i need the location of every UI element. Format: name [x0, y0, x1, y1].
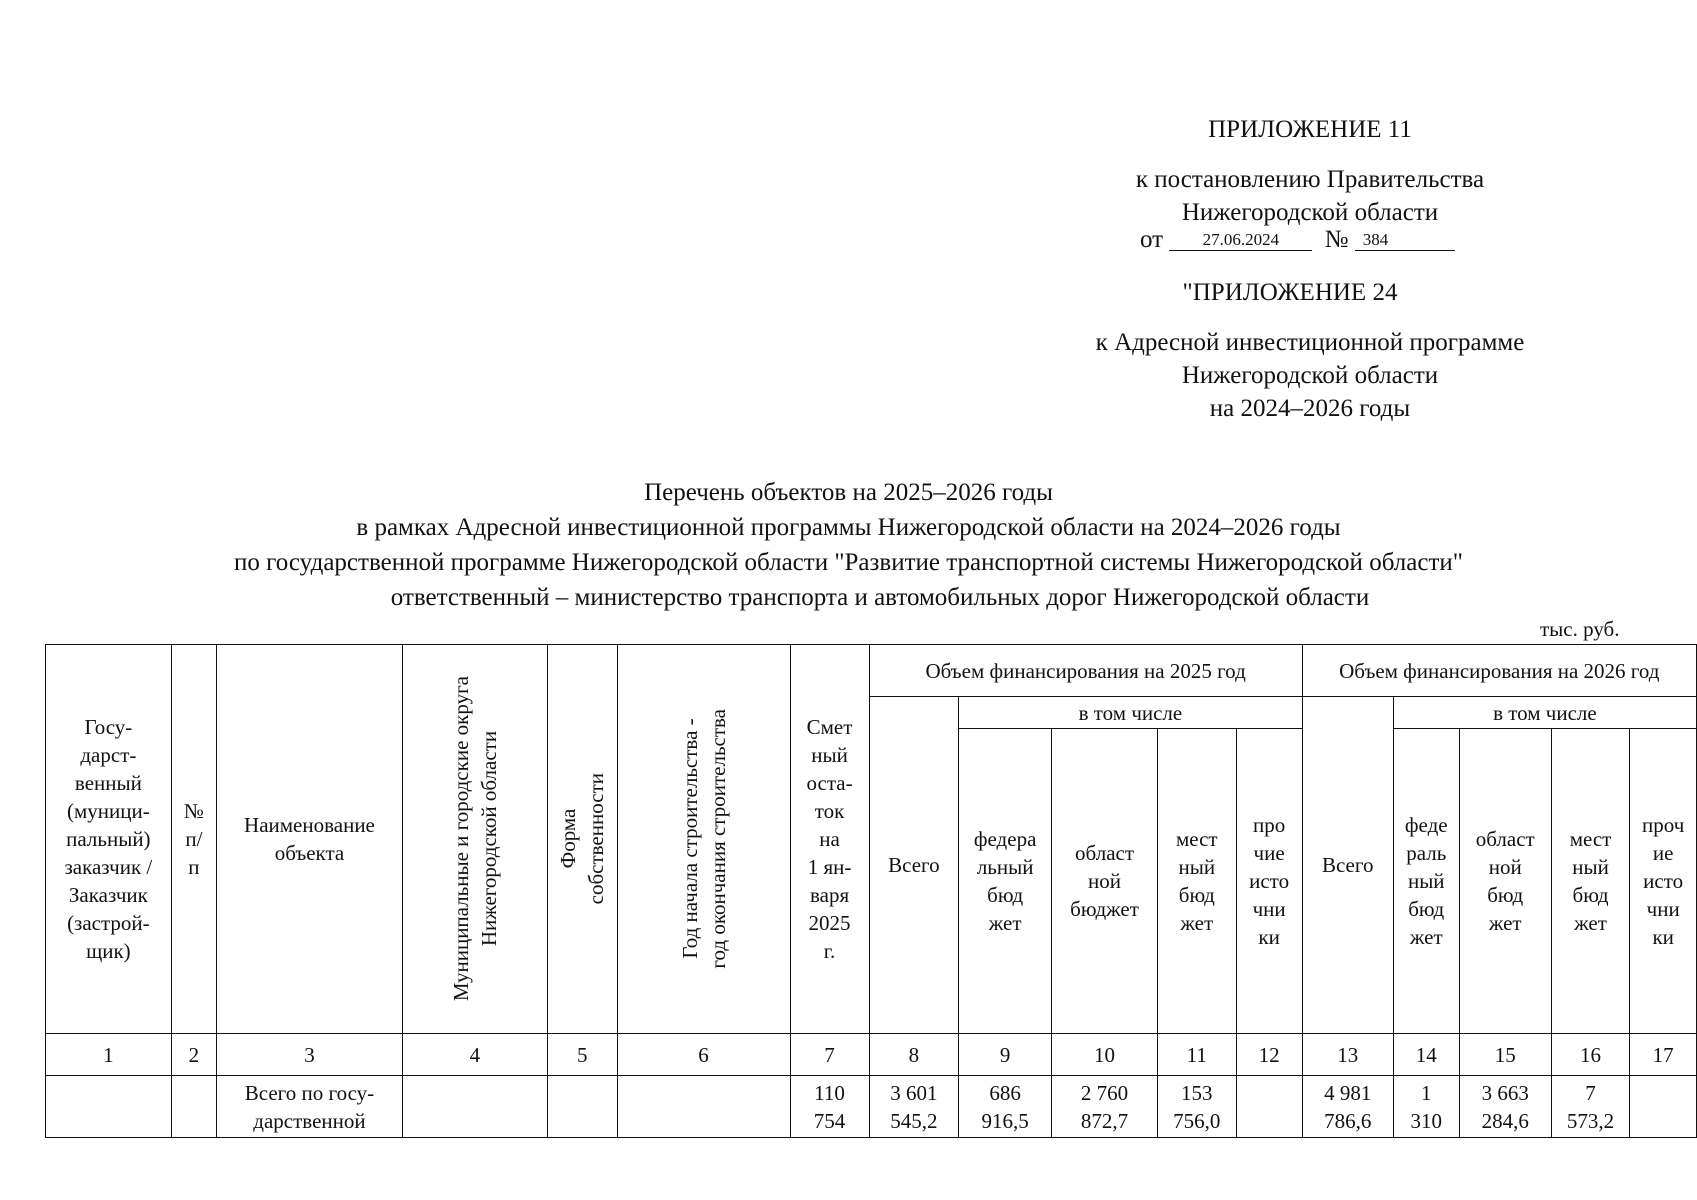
col-construction-years-header: Год начала строительства - год окончания строительства	[617, 645, 790, 1034]
column-number: 12	[1236, 1034, 1302, 1076]
cell-local-2025: 153 756,0	[1158, 1076, 1237, 1138]
table-row	[46, 1076, 1697, 1138]
cell-other-2026	[1630, 1076, 1697, 1138]
column-number: 11	[1158, 1034, 1237, 1076]
table-header-row-1	[46, 645, 1697, 697]
regional-budget-2026-header: област ной бюд жет	[1459, 729, 1551, 1034]
total-2025-header: Всего	[869, 697, 959, 1034]
decree-date: 27.06.2024	[1169, 230, 1312, 251]
col-municipal-districts-header: Муниципальные и городские округа Нижегородской области	[402, 645, 547, 1034]
column-numbers-row	[46, 1034, 1697, 1076]
col-estimated-balance-header: Смет ный оста- ток на 1 ян- варя 2025 г.	[790, 645, 869, 1034]
document-title-line-3: по государственной программе Нижегородской области "Развитие транспортной системы Нижегородской области"	[234, 549, 1463, 576]
federal-budget-2025-header: федера льный бюд жет	[959, 729, 1052, 1034]
cell-estimated-balance: 110 754	[790, 1076, 869, 1138]
col-ownership-form-header: Форма собственности	[547, 645, 617, 1034]
column-number: 5	[547, 1034, 617, 1076]
from-label: от	[1140, 226, 1164, 253]
cell-total-2025: 3 601 545,2	[869, 1076, 959, 1138]
cell-index	[171, 1076, 216, 1138]
local-budget-2025-header: мест ный бюд жет	[1158, 729, 1237, 1034]
column-number: 15	[1459, 1034, 1551, 1076]
cell-regional-2025: 2 760 872,7	[1052, 1076, 1158, 1138]
column-number: 14	[1393, 1034, 1459, 1076]
decree-line-2: Нижегородской области	[1181, 199, 1439, 226]
cell-municipal-district	[402, 1076, 547, 1138]
cell-regional-2026: 3 663 284,6	[1459, 1076, 1551, 1138]
local-budget-2026-header: мест ный бюд жет	[1551, 729, 1630, 1034]
cell-construction-years	[617, 1076, 790, 1138]
cell-federal-2026: 1 310	[1393, 1076, 1459, 1138]
objects-table	[45, 644, 1697, 1138]
program-line-3: на 2024–2026 годы	[1209, 395, 1411, 422]
units-label: тыс. руб.	[1540, 617, 1620, 641]
other-sources-2026-header: проч ие исто чни ки	[1630, 729, 1697, 1034]
cell-local-2026: 7 573,2	[1551, 1076, 1630, 1138]
total-2026-header: Всего	[1302, 697, 1393, 1034]
cell-ownership-form	[547, 1076, 617, 1138]
column-number: 6	[617, 1034, 790, 1076]
number-label: №	[1324, 226, 1349, 253]
decree-line-1: к постановлению Правительства	[1135, 166, 1485, 193]
other-sources-2025-header: про чие исто чни ки	[1236, 729, 1302, 1034]
column-number: 4	[402, 1034, 547, 1076]
decree-number: 384	[1355, 230, 1455, 251]
regional-budget-2025-header: област ной бюджет	[1052, 729, 1158, 1034]
federal-budget-2026-header: феде раль ный бюд жет	[1393, 729, 1459, 1034]
column-number: 8	[869, 1034, 959, 1076]
document-title-line-2: в рамках Адресной инвестиционной программы Нижегородской области на 2024–2026 годы	[356, 514, 1341, 541]
including-2026-header: в том числе	[1393, 697, 1696, 729]
cell-other-2025	[1236, 1076, 1302, 1138]
col-object-name-header: Наименование объекта	[217, 645, 403, 1034]
cell-total-2026: 4 981 786,6	[1302, 1076, 1393, 1138]
column-number: 7	[790, 1034, 869, 1076]
including-2025-header: в том числе	[959, 697, 1302, 729]
document-title-line-4: ответственный – министерство транспорта и автомобильных дорог Нижегородской области	[390, 584, 1370, 611]
financing-2026-header: Объем финансирования на 2026 год	[1302, 645, 1696, 697]
appendix-title: ПРИЛОЖЕНИЕ 11	[1208, 116, 1412, 143]
column-number: 13	[1302, 1034, 1393, 1076]
document-title-line-1: Перечень объектов на 2025–2026 годы	[644, 479, 1053, 506]
appendix-24-title: "ПРИЛОЖЕНИЕ 24	[1182, 279, 1398, 306]
program-line-1: к Адресной инвестиционной программе	[1095, 329, 1525, 356]
column-number: 1	[46, 1034, 172, 1076]
col-index-header: № п/ п	[171, 645, 216, 1034]
column-number: 10	[1052, 1034, 1158, 1076]
financing-2025-header: Объем финансирования на 2025 год	[869, 645, 1302, 697]
column-number: 17	[1630, 1034, 1697, 1076]
column-number: 2	[171, 1034, 216, 1076]
cell-customer	[46, 1076, 172, 1138]
column-number: 16	[1551, 1034, 1630, 1076]
cell-object-name: Всего по госу- дарственной	[217, 1076, 403, 1138]
decree-date-number-line	[1140, 226, 1455, 254]
column-number: 3	[217, 1034, 403, 1076]
column-number: 9	[959, 1034, 1052, 1076]
program-line-2: Нижегородской области	[1181, 362, 1439, 389]
cell-federal-2025: 686 916,5	[959, 1076, 1052, 1138]
col-customer-header: Госу- дарст- венный (муници- пальный) заказчик / Заказчик (застрой- щик)	[46, 645, 172, 1034]
